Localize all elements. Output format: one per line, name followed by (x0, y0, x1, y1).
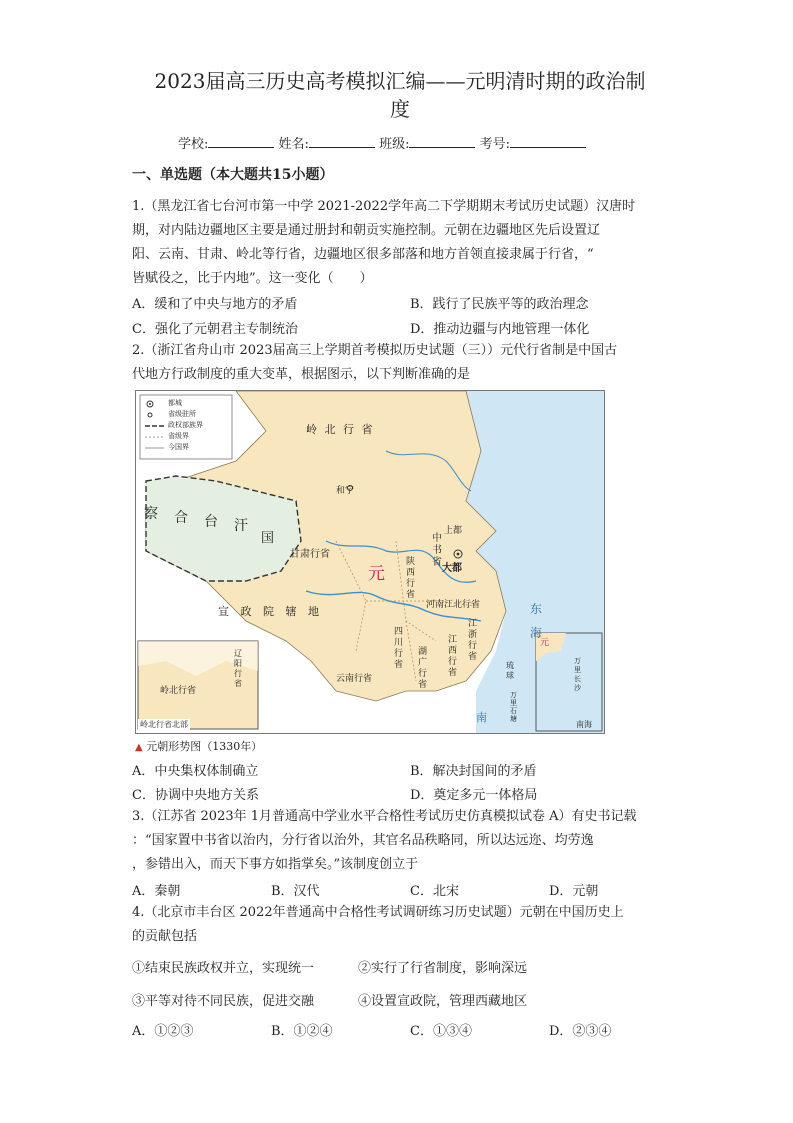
q3-option-a[interactable]: A．秦朝 (132, 884, 181, 899)
legend-modern-border: 今国界 (168, 443, 189, 451)
chagatai-char: 国 (261, 531, 275, 546)
label-liuqiu: 琉 球 (506, 661, 514, 680)
label-south-sea: 南 (476, 711, 487, 724)
yuan-dynasty-map (135, 390, 605, 734)
q3-option-c[interactable]: C．北宋 (410, 884, 459, 899)
class-blank[interactable] (409, 135, 475, 148)
q2-option-c[interactable]: C．协调中央地方关系 (132, 788, 259, 803)
label-lingbei: 岭 北 行 省 (306, 423, 375, 436)
name-blank[interactable] (309, 135, 375, 148)
chagatai-char: 汗 (234, 518, 248, 534)
q4-option-c[interactable]: C．①③④ (410, 1024, 472, 1039)
chagatai-char: 合 (174, 510, 188, 526)
q1-line: 阳、云南、甘肃、岭北等行省，边疆地区很多部落和地方首领直接隶属于行省，“ (132, 247, 594, 262)
label-liaoyang: 辽 阳 行 省 (234, 649, 242, 688)
q2-option-a[interactable]: A．中央集权体制确立 (132, 764, 259, 779)
q4-line: 4.（北京市丰台区 2022年普通高中合格性考试调研练习历史试题）元朝在中国历史上 (132, 905, 624, 920)
q3-option-d[interactable]: D．元朝 (549, 884, 599, 899)
q4-option-a[interactable]: A．①②③ (132, 1024, 194, 1039)
q4-item-3: ③平等对待不同民族，促进交融 (132, 994, 315, 1009)
q1-option-c[interactable]: C．强化了元朝君主专制统治 (132, 322, 298, 337)
name-label: 姓名: (278, 137, 309, 152)
label-yuan: 元 (368, 564, 385, 584)
map-caption: ▲ 元朝形势图（1330年） (135, 740, 263, 753)
label-hening: 和宁 (336, 486, 355, 496)
label-jiangzhe: 江 浙 行 省 (468, 619, 478, 662)
q4-line: 的贡献包括 (132, 929, 198, 944)
legend-provincial-seat: 省级驻所 (168, 410, 196, 418)
q2-option-b[interactable]: B．解决封国间的矛盾 (410, 764, 537, 779)
q3-option-b[interactable]: B．汉代 (271, 884, 320, 899)
exam-number-blank[interactable] (510, 135, 586, 148)
label-huguang: 湖 广 行 省 (418, 647, 428, 690)
q3-line: ，参错出入，而天下事方如指掌矣。”该制度创立于 (132, 857, 419, 872)
chagatai-char: 察 (144, 506, 158, 522)
label-wanli-shitang: 万 里 石 塘 (510, 691, 517, 723)
q4-option-b[interactable]: B．①②④ (271, 1024, 333, 1039)
label-east-sea: 东 海 (530, 602, 543, 640)
label-shangdu: 上都 (444, 526, 463, 536)
q4-item-2: ②实行了行省制度，影响深远 (358, 961, 528, 976)
q2-line: 2.（浙江省舟山市 2023届高三上学期首考模拟历史试题（三））元代行省制是中国古 (132, 343, 618, 358)
label-dadu: 大都 (442, 563, 462, 574)
q3-line: 3.（江苏省 2023年 1月普通高中学业水平合格性考试历史仿真模拟试卷 A）有史书记载 (132, 809, 637, 824)
q1-line: 1.（黑龙江省七台河市第一中学 2021-2022学年高二下学期期末考试历史试题）汉唐时 (132, 199, 636, 214)
page-title-line2: 度 (390, 97, 410, 121)
exam-number-label: 考号: (479, 137, 510, 152)
label-xuanzheng: 宣 政 院 辖 地 (218, 605, 323, 618)
inset-left-caption: 岭北行省北部 (140, 720, 188, 729)
q1-option-b[interactable]: B．践行了民族平等的政治理念 (410, 297, 589, 312)
legend-capital: 都城 (168, 399, 182, 407)
label-sichuan: 四 川 行 省 (394, 627, 404, 670)
q4-item-4: ④设置宣政院，管理西藏地区 (358, 994, 528, 1009)
label-yunnan: 云南行省 (336, 674, 373, 684)
school-label: 学校: (178, 137, 209, 152)
class-label: 班级: (379, 137, 410, 152)
caption-triangle-icon: ▲ (135, 742, 143, 753)
legend-provincial-border: 省级界 (168, 432, 189, 440)
q3-line: ：“国家置中书省以治内，分行省以治外，其官名品秩略同，所以达远迩、均劳逸 (132, 833, 594, 848)
label-lingbei-inset: 岭北行省 (160, 686, 197, 696)
label-gansu: 甘肃行省 (290, 549, 330, 560)
label-shaanxi: 陕 西 行 省 (406, 557, 416, 600)
q1-option-d[interactable]: D．推动边疆与内地管理一体化 (410, 322, 590, 337)
q4-option-d[interactable]: D．②③④ (549, 1024, 612, 1039)
label-henan: 河南江北行省 (426, 600, 481, 610)
student-info-row (178, 133, 586, 152)
q2-line: 代地方行政制度的重大变革，根据图示，以下判断准确的是 (132, 367, 471, 382)
label-wanli-changsha: 万 里 长 沙 (574, 657, 581, 692)
page-title-line1: 2023届高三历史高考模拟汇编——元明清时期的政治制 (154, 69, 646, 93)
inset-right-title: 元 (540, 638, 550, 648)
q4-item-1: ①结束民族政权并立，实现统一 (132, 961, 315, 976)
school-blank[interactable] (208, 135, 274, 148)
label-jiangxi: 江 西 行 省 (448, 635, 458, 678)
q1-line: 皆赋役之，比于内地”。这一变化（ ） (132, 271, 373, 286)
label-zhongshu: 中 书 省 (432, 533, 442, 568)
section-heading: 一、单选题（本大题共15小题） (132, 167, 334, 183)
inset-right-caption: 南海 (576, 720, 592, 729)
q2-option-d[interactable]: D．奠定多元一体格局 (410, 788, 538, 803)
chagatai-char: 台 (204, 514, 218, 530)
q1-option-a[interactable]: A．缓和了中央与地方的矛盾 (132, 297, 298, 312)
q1-line: 期，对内陆边疆地区主要是通过册封和朝贡实施控制。元朝在边疆地区先后设置辽 (132, 223, 601, 238)
legend-regime-border: 政权部族界 (168, 421, 203, 429)
